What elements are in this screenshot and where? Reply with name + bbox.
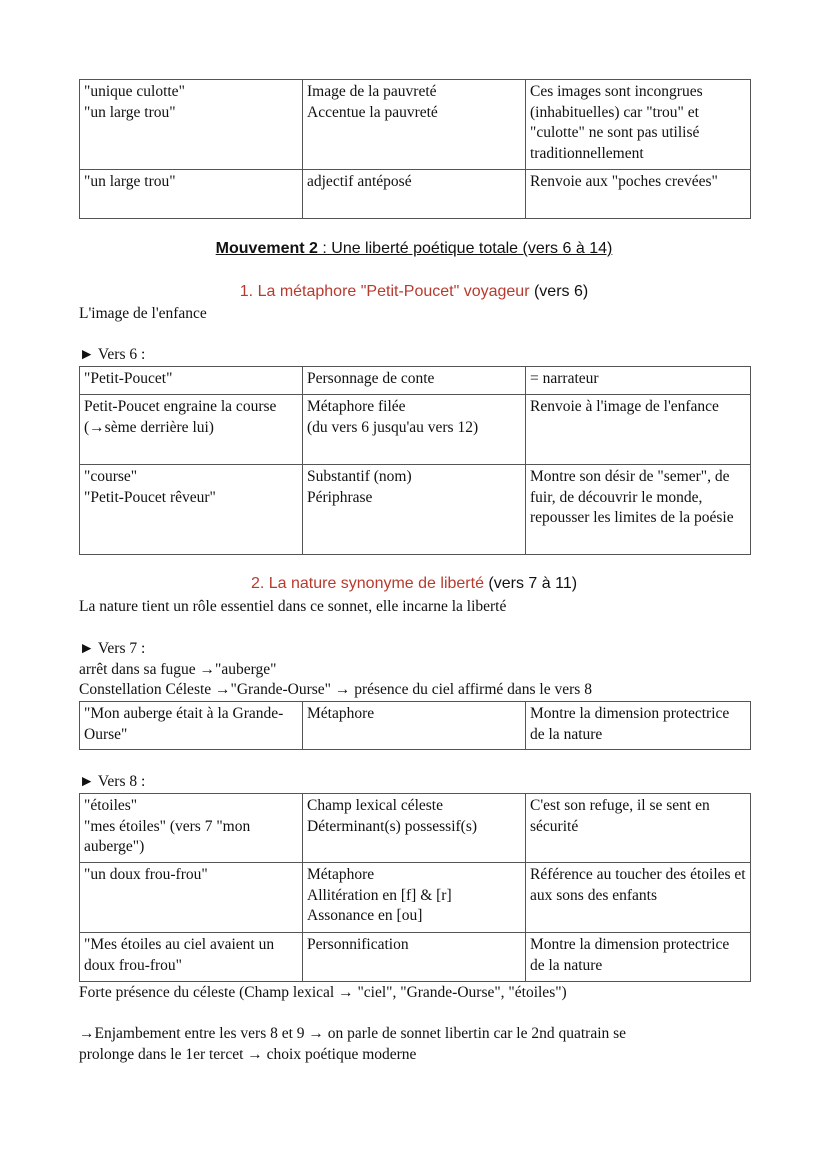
table-petit-poucet bbox=[79, 366, 751, 555]
table-etoiles bbox=[79, 793, 751, 982]
table-cell: "Mon auberge était à la Grande-Ourse" bbox=[80, 702, 303, 750]
celeste-summary: Forte présence du céleste (Champ lexical → "ciel", "Grande-Ourse", "étoiles") bbox=[79, 984, 567, 1001]
table-row bbox=[80, 395, 751, 465]
table-row bbox=[80, 702, 751, 750]
section2-title-range: (vers 7 à 11) bbox=[483, 575, 578, 592]
section2-intro: La nature tient un rôle essentiel dans ce sonnet, elle incarne la liberté bbox=[79, 598, 507, 615]
vers7-line2: Constellation Céleste →"Grande-Ourse" → présence du ciel affirmé dans le vers 8 bbox=[79, 681, 592, 698]
movement-heading-bold: Mouvement 2 bbox=[215, 240, 318, 257]
vers6-label: ► Vers 6 : bbox=[79, 346, 146, 363]
enjambement-line2: prolonge dans le 1er tercet → choix poétique moderne bbox=[79, 1046, 417, 1063]
section1-title-range: (vers 6) bbox=[529, 283, 589, 300]
table-cell: Image de la pauvreté Accentue la pauvreté bbox=[303, 80, 526, 170]
table-cell: Référence au toucher des étoiles et aux sons des enfants bbox=[526, 863, 751, 933]
section2-title bbox=[0, 575, 828, 593]
table-cell: "Mes étoiles au ciel avaient un doux frou-frou" bbox=[80, 933, 303, 982]
table-cell: Métaphore Allitération en [f] & [r] Assonance en [ou] bbox=[303, 863, 526, 933]
table-row bbox=[80, 465, 751, 555]
table-cell: Métaphore filée (du vers 6 jusqu'au vers 12) bbox=[303, 395, 526, 465]
movement-heading-rest: : Une liberté poétique totale (vers 6 à 14) bbox=[317, 240, 613, 257]
table-cell: C'est son refuge, il se sent en sécurité bbox=[526, 794, 751, 863]
table-cell: Personnification bbox=[303, 933, 526, 982]
table-cell: "Petit-Poucet" bbox=[80, 367, 303, 395]
table-cell: Montre la dimension protectrice de la nature bbox=[526, 702, 751, 750]
table-cell: Renvoie à l'image de l'enfance bbox=[526, 395, 751, 465]
table-cell: Métaphore bbox=[303, 702, 526, 750]
enjambement-line1: →Enjambement entre les vers 8 et 9 → on parle de sonnet libertin car le 2nd quatrain se bbox=[79, 1025, 627, 1042]
table-row bbox=[80, 863, 751, 933]
table-cell: "unique culotte" "un large trou" bbox=[80, 80, 303, 170]
table-cell: "un doux frou-frou" bbox=[80, 863, 303, 933]
table-cell: Champ lexical céleste Déterminant(s) possessif(s) bbox=[303, 794, 526, 863]
section1-title bbox=[0, 283, 828, 301]
section1-intro: L'image de l'enfance bbox=[79, 305, 207, 322]
table-cell: "un large trou" bbox=[80, 170, 303, 219]
table-cell: Renvoie aux "poches crevées" bbox=[526, 170, 751, 219]
vers7-line1: arrêt dans sa fugue →"auberge" bbox=[79, 661, 277, 678]
table-row bbox=[80, 794, 751, 863]
table-cell: = narrateur bbox=[526, 367, 751, 395]
table-cell: Montre son désir de "semer", de fuir, de découvrir le monde, repousser les limites de la poésie bbox=[526, 465, 751, 555]
section2-title-main: 2. La nature synonyme de liberté bbox=[250, 575, 484, 592]
table-cell: Montre la dimension protectrice de la nature bbox=[526, 933, 751, 982]
table-row bbox=[80, 367, 751, 395]
table-row bbox=[80, 80, 751, 170]
table-row bbox=[80, 170, 751, 219]
vers7-label: ► Vers 7 : bbox=[79, 640, 146, 657]
vers8-label: ► Vers 8 : bbox=[79, 773, 146, 790]
table-cell: Personnage de conte bbox=[303, 367, 526, 395]
table-auberge bbox=[79, 701, 751, 750]
table-imagery bbox=[79, 79, 751, 219]
movement-heading bbox=[0, 240, 828, 258]
table-cell: "course" "Petit-Poucet rêveur" bbox=[80, 465, 303, 555]
table-cell: Substantif (nom) Périphrase bbox=[303, 465, 526, 555]
table-cell: Ces images sont incongrues (inhabituelles) car "trou" et "culotte" ne sont pas utilisé traditionnellement bbox=[526, 80, 751, 170]
table-cell: adjectif antéposé bbox=[303, 170, 526, 219]
table-cell: Petit-Poucet engraine la course (→sème derrière lui) bbox=[80, 395, 303, 465]
table-cell: "étoiles" "mes étoiles" (vers 7 "mon auberge") bbox=[80, 794, 303, 863]
section1-title-main: 1. La métaphore "Petit-Poucet" voyageur bbox=[239, 283, 530, 300]
table-row bbox=[80, 933, 751, 982]
